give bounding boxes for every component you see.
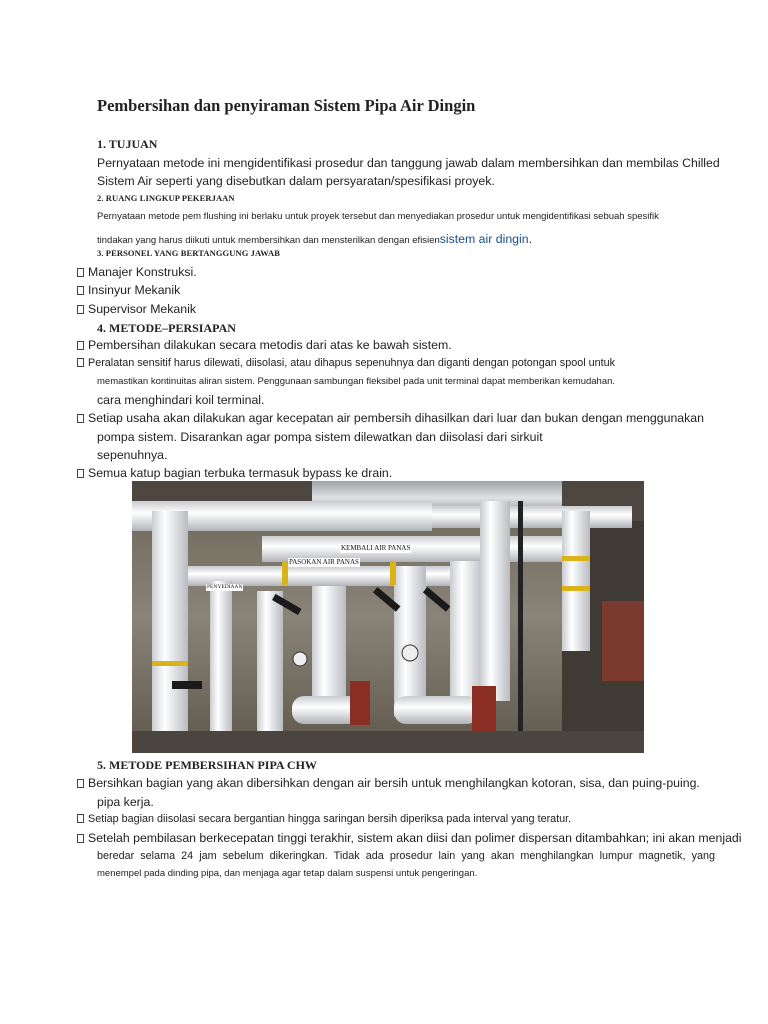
ruang-lingkup-line-2 xyxy=(97,230,532,248)
list-item: Insinyur Mekanik xyxy=(77,283,180,297)
bullet-box-icon xyxy=(77,358,84,367)
tujuan-line-1: Pernyataan metode ini mengidentifikasi prosedur dan tanggung jawab dalam membersihkan dan membilas Chilled xyxy=(97,156,720,170)
bullet-box-icon xyxy=(77,834,84,843)
bullet-box-icon xyxy=(77,414,84,423)
pembersihan-line: menempel pada dinding pipa, dan menjaga agar tetap dalam suspensi untuk pengeringan. xyxy=(97,868,478,879)
ruang-lingkup-line-1: Pernyataan metode pem flushing ini berlaku untuk proyek tersebut dan menyediakan prosedur untuk mengidentifikasi sebuah spesifik xyxy=(97,211,659,222)
heading-tujuan: 1. TUJUAN xyxy=(97,137,158,151)
heading-ruang-lingkup: 2. RUANG LINGKUP PEKERJAAN xyxy=(97,193,235,203)
document-title: Pembersihan dan penyiraman Sistem Pipa Air Dingin xyxy=(97,96,476,115)
pembersihan-line: beredar selama 24 jam sebelum dikeringkan. Tidak ada prosedur lain yang akan menghilangkan lumpur magnetik, yang xyxy=(97,850,715,862)
pipe-system-photo xyxy=(132,481,644,753)
ruang-lingkup-text: tindakan yang harus diikuti untuk membersihkan dan mensterilkan dengan efisien xyxy=(97,235,440,246)
bullet-box-icon xyxy=(77,469,84,478)
metode-line: pompa sistem. Disarankan agar pompa sistem dilewatkan dan diisolasi dari sirkuit xyxy=(97,430,543,444)
heading-metode-pembersihan: 5. METODE PEMBERSIHAN PIPA CHW xyxy=(97,758,317,772)
heading-personel: 3. PERSONEL YANG BERTANGGUNG JAWAB xyxy=(97,248,280,258)
list-item: Setelah pembilasan berkecepatan tinggi terakhir, sistem akan diisi dan polimer dispersan ditambahkan; ini akan menjadi xyxy=(77,831,741,845)
list-item: Manajer Konstruksi. xyxy=(77,265,197,279)
bullet-box-icon xyxy=(77,341,84,350)
list-item: Supervisor Mekanik xyxy=(77,302,196,316)
heading-metode-persiapan: 4. METODE–PERSIAPAN xyxy=(97,321,236,335)
pembersihan-line: pipa kerja. xyxy=(97,795,154,809)
list-item: Setiap bagian diisolasi secara bergantian hingga saringan bersih diperiksa pada interval yang teratur. xyxy=(77,813,571,825)
list-item: Pembersihan dilakukan secara metodis dari atas ke bawah sistem. xyxy=(77,338,452,352)
label-penyediaan: PENYEDIAAN xyxy=(207,584,243,590)
bullet-box-icon xyxy=(77,814,84,823)
list-item: Setiap usaha akan dilakukan agar kecepatan air pembersih dihasilkan dari luar dan bukan dengan menggunakan xyxy=(77,411,704,425)
list-item: Peralatan sensitif harus dilewati, diisolasi, atau dihapus sepenuhnya dan diganti dengan potongan spool untuk xyxy=(77,357,615,369)
bullet-box-icon xyxy=(77,305,84,314)
pipe-illustration xyxy=(132,481,644,753)
label-kembali-air-panas: KEMBALI AIR PANAS xyxy=(341,544,411,552)
link-sistem-air-dingin[interactable]: sistem air dingin xyxy=(439,232,529,246)
ruang-lingkup-period: . xyxy=(528,232,533,246)
tujuan-line-2: Sistem Air seperti yang disebutkan dalam persyaratan/spesifikasi proyek. xyxy=(97,174,495,188)
bullet-box-icon xyxy=(77,286,84,295)
list-item: Bersihkan bagian yang akan dibersihkan dengan air bersih untuk menghilangkan kotoran, sisa, dan puing-puing. xyxy=(77,776,700,790)
bullet-box-icon xyxy=(77,779,84,788)
bullet-box-icon xyxy=(77,268,84,277)
label-pasokan-air-panas: PASOKAN AIR PANAS xyxy=(289,558,359,566)
metode-line: sepenuhnya. xyxy=(97,448,168,462)
metode-line: cara menghindari koil terminal. xyxy=(97,393,265,407)
list-item: Semua katup bagian terbuka termasuk bypass ke drain. xyxy=(77,466,392,480)
metode-line: memastikan kontinuitas aliran sistem. Penggunaan sambungan fleksibel pada unit terminal dapat memberikan kemudahan. xyxy=(97,376,616,387)
